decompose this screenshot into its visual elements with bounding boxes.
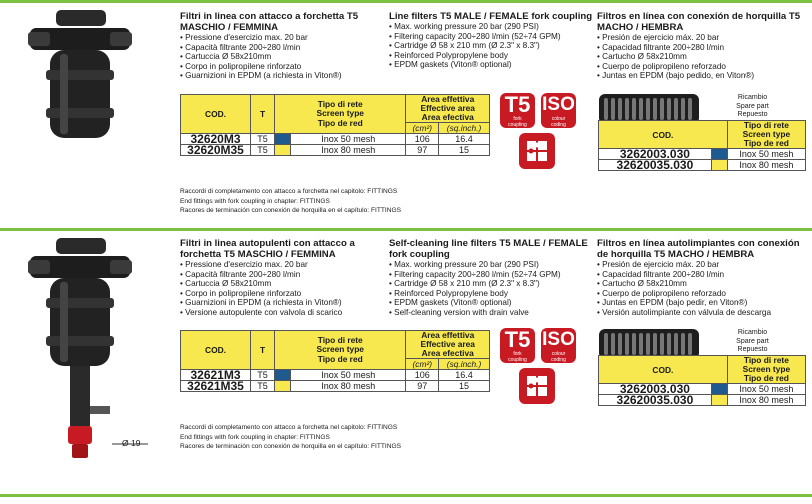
table-row: 3262003.030 Inox 50 mesh — [599, 149, 806, 160]
table-row: 32620M3 T5 Inox 50 mesh 106 16.4 — [181, 134, 490, 145]
table-row: 32621M35 T5 Inox 80 mesh 97 15 — [181, 381, 490, 392]
product-table: COD. T Tipo di rete Screen type Tipo de red Area effettiva Effective area Area efectiva (cm²) (sq.inch.) 32621M3 T5 Inox 50 mesh 106 16.4 32621M35 T5 Inox 80 mesh 97 15 — [180, 330, 490, 392]
mesh-color-swatch — [275, 134, 291, 145]
title-en: Line filters T5 MALE / FEMALE fork coupling — [389, 11, 593, 22]
spare-table: COD. Tipo di rete Screen type Tipo de red 3262003.030 Inox 50 mesh 32620035.030 Inox 80 mesh — [598, 355, 806, 406]
mesh-color-swatch — [275, 381, 291, 392]
specs-it: • Pressione d'esercizio max. 20 bar • Capacità filtrante 200÷280 l/min • Cartuccia Ø 58x210mm • Corpo in polipropilene rinforzato • Guarnizioni in EPDM (a richiesta in Viton®) — [180, 33, 380, 81]
specs-it: • Pressione d'esercizio max. 20 bar • Capacità filtrante 200÷280 l/min • Cartuccia Ø 58x210mm • Corpo in polipropilene rinforzato • Guarnizioni in EPDM (a richiesta in Viton®) • Versione autopulente con valvola di scarico — [180, 260, 380, 318]
filter-product-image — [20, 8, 140, 148]
fittings-note: Raccordi di completamento con attacco a forchetta nel capitolo: FITTINGS End fittings with fork coupling in chapter: FITTINGS Racores de terminación con conexión de horquilla en el capítulo: FITTINGS — [180, 424, 402, 450]
table-row: 3262003.030 Inox 50 mesh — [599, 384, 806, 395]
title-es: Filtros en línea con conexión de horquilla T5 MACHO / HEMBRA — [597, 11, 801, 33]
mesh-color-swatch — [275, 370, 291, 381]
puzzle-icon — [519, 368, 555, 404]
title-it: Filtri in linea con attacco a forchetta T5 MASCHIO / FEMMINA — [180, 11, 359, 33]
t5-fork-coupling-badge: T5 fork coupling — [500, 93, 535, 128]
specs-es: • Presión de ejercicio máx. 20 bar • Capacidad filtrante 200÷280 l/min • Cartucho Ø 58x210mm • Cuerpo de polipropileno reforzado • Juntas en EPDM (bajo pedido, en Viton®) — [597, 33, 809, 81]
spare-label: Ricambio Spare part Repuesto — [736, 94, 769, 118]
iso-colour-coding-badge: ISO colour coding — [542, 329, 575, 363]
title-en: Self-cleaning line filters T5 MALE / FEMALE fork coupling — [389, 238, 588, 260]
specs-en: • Max. working pressure 20 bar (290 PSI) • Filtering capacity 200÷280 l/min (52÷74 GPM) • Cartridge Ø 58 x 210 mm (Ø 2.3" x 8.3") • Reinforced Polypropylene body • EPDM gaskets (Viton® optional) • Self-cleaning version with drain valve — [389, 260, 599, 318]
self-cleaning-filter-image — [20, 236, 160, 472]
table-row: 32620035.030 Inox 80 mesh — [599, 395, 806, 406]
table-row: 32620M35 T5 Inox 80 mesh 97 15 — [181, 145, 490, 156]
title-es: Filtros en línea autolimpiantes con conexión de horquilla T5 MACHO / HEMBRA — [597, 238, 800, 260]
table-row: 32621M3 T5 Inox 50 mesh 106 16.4 — [181, 370, 490, 381]
specs-es: • Presión de ejercicio máx. 20 bar • Capacidad filtrante 200÷280 l/min • Cartucho Ø 58x210mm • Cuerpo de polipropileno reforzado • Juntas en EPDM (bajo pedir, en Viton®) • Versión autolimpiante con válvula de descarga — [597, 260, 809, 318]
spare-label: Ricambio Spare part Repuesto — [736, 329, 769, 353]
drain-diameter-label: Ø 19 — [122, 438, 141, 448]
puzzle-icon — [519, 133, 555, 169]
specs-en: • Max. working pressure 20 bar (290 PSI) • Filtering capacity 200÷280 l/min (52÷74 GPM) • Cartridge Ø 58 x 210 mm (Ø 2.3" x 8.3") • Reinforced Polypropylene body • EPDM gaskets (Viton® optional) — [389, 22, 599, 70]
iso-colour-coding-badge: ISO colour coding — [542, 94, 575, 128]
spare-table: COD. Tipo di rete Screen type Tipo de red 3262003.030 Inox 50 mesh 32620035.030 Inox 80 mesh — [598, 120, 806, 171]
fittings-note: Raccordi di completamento con attacco a forchetta nel capitolo: FITTINGS End fittings with fork coupling in chapter: FITTINGS Racores de terminación con conexión de horquilla en el capítulo: FITTINGS — [180, 188, 402, 214]
t5-fork-coupling-badge: T5 fork coupling — [500, 328, 535, 363]
mesh-color-swatch — [275, 145, 291, 156]
table-row: 32620035.030 Inox 80 mesh — [599, 160, 806, 171]
title-it: Filtri in linea autopulenti con attacco a forchetta T5 MASCHIO / FEMMINA — [180, 238, 355, 260]
product-table: COD. T Tipo di rete Screen type Tipo de red Area effettiva Effective area Area efectiva (cm²) (sq.inch.) 32620M3 T5 Inox 50 mesh 106 16.4 32620M35 T5 Inox 80 mesh 97 15 — [180, 94, 490, 156]
